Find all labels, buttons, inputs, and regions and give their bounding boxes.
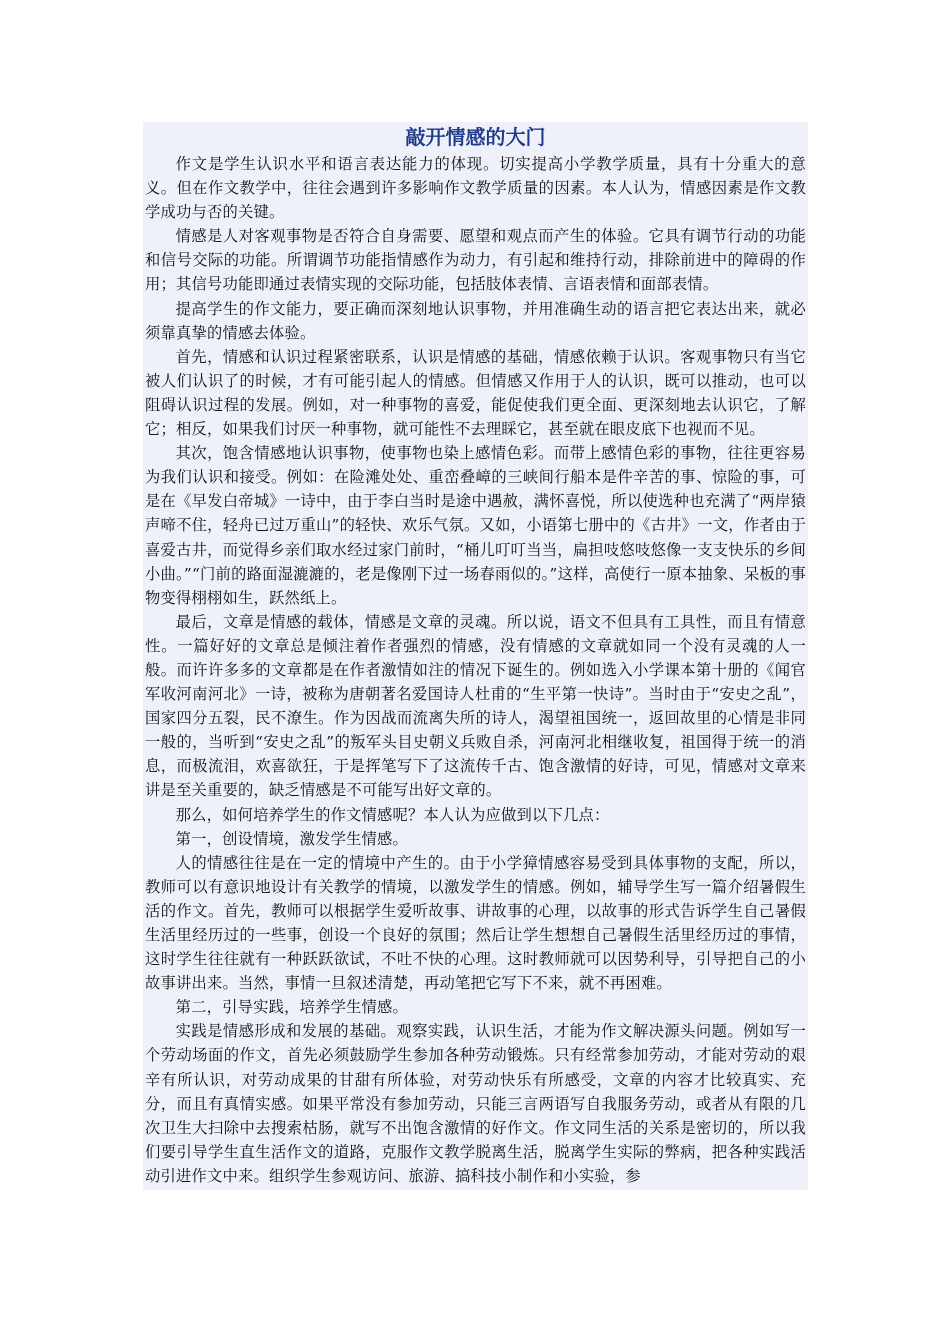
paragraph: 情感是人对客观事物是否符合自身需要、愿望和观点而产生的体验。它具有调节行动的功能和信号交际的功能。所谓调节功能指情感作为动力，有引起和维持行动，排除前进中的障碍的作用；其信号功能即通过表情实现的交际功能，包括肢体表情、言语表情和面部表情。	[145, 227, 806, 294]
document-title: 敲开情感的大门	[405, 125, 546, 149]
section-heading: 第一，创设情境，激发学生情感。	[175, 829, 409, 848]
section-heading: 第二，引导实践，培养学生情感。	[175, 998, 409, 1017]
paragraph: 最后，文章是情感的载体，情感是文章的灵魂。所以说，语文不但具有工具性，而且有情意性。一篇好好的文章总是倾注着作者强烈的情感，没有情感的文章就如同一个没有灵魂的人一般。而许许多多的文章都是在作者激情如注的情况下诞生的。例如选入小学课本第十册的《闻官军收河南河北》一诗，被称为唐朝著名爱国诗人杜甫的“生平第一快诗”。当时由于“安史之乱”，国家四分五裂，民不潦生。作为因战而流离失所的诗人，渴望祖国统一，返回故里的心情是非同一般的，当听到“安史之乱”的叛军头目史朝义兵败自杀，河南河北相继收复，祖国得于统一的消息，而极流泪，欢喜欲狂，于是挥笔写下了这流传千古、饱含激情的好诗，可见，情感对文章来讲是至关重要的，缺乏情感是不可能写出好文章的。	[145, 612, 806, 800]
paragraph: 作文是学生认识水平和语言表达能力的体现。切实提高小学教学质量，具有十分重大的意义。但在作文教学中，往往会遇到许多影响作文教学质量的因素。本人认为，情感因素是作文教学成功与否的关键。	[145, 155, 806, 222]
paragraph: 那么，如何培养学生的作文情感呢？本人认为应做到以下几点：	[175, 805, 610, 824]
paragraph: 其次，饱含情感地认识事物，使事物也染上感情色彩。而带上感情色彩的事物，往往更容易为我们认识和接受。例如：在险滩处处、重峦叠嶂的三峡间行船本是件辛苦的事、惊险的事，可是在《早发白帝城》一诗中，由于李白当时是途中遇赦，满怀喜悦，所以使选种也充满了“两岸猿声啼不住，轻舟已过万重山”的轻快、欢乐气氛。又如，小语第七册中的《古井》一文，作者由于喜爱古井，而觉得乡亲们取水经过家门前时，“桶儿叮叮当当，扁担吱悠吱悠像一支支快乐的乡间小曲。”“门前的路面湿漉漉的，老是像刚下过一场春雨似的。”这样，高使行一原本抽象、呆板的事物变得栩栩如生，跃然纸上。	[145, 444, 806, 607]
paragraph: 提高学生的作文能力，要正确而深刻地认识事物，并用准确生动的语言把它表达出来，就必须靠真挚的情感去体验。	[145, 299, 806, 342]
paragraph: 首先，情感和认识过程紧密联系，认识是情感的基础，情感依赖于认识。客观事物只有当它被人们认识了的时候，才有可能引起人的情感。但情感又作用于人的认识，既可以推动，也可以阻碍认识过程的发展。例如，对一种事物的喜爱，能促使我们更全面、更深刻地去认识它，了解它；相反，如果我们讨厌一种事物，就可能性不去理睬它，甚至就在眼皮底下也视而不见。	[145, 347, 806, 439]
paragraph: 实践是情感形成和发展的基础。观察实践，认识生活，才能为作文解决源头问题。例如写一个劳动场面的作文，首先必须鼓励学生参加各种劳动锻炼。只有经常参加劳动，才能对劳动的艰辛有所认识，对劳动成果的甘甜有所体验，对劳动快乐有所感受，文章的内容才比较真实、充分，而且有真情实感。如果平常没有参加劳动，只能三言两语写自我服务劳动，或者从有限的几次卫生大扫除中去搜索枯肠，就写不出饱含激情的好作文。作文同生活的关系是密切的，所以我们要引导学生直生活作文的道路，克服作文教学脱离生活，脱离学生实际的弊病，把各种实践活动引进作文中来。组织学生参观访问、旅游、搞科技小制作和小实验，参	[145, 1022, 806, 1185]
article-body	[143, 122, 808, 1190]
paragraph: 人的情感往往是在一定的情境中产生的。由于小学獐情感容易受到具体事物的支配，所以，教师可以有意识地设计有关教学的情境，以激发学生的情感。例如，辅导学生写一篇介绍暑假生活的作文。首先，教师可以根据学生爱听故事、讲故事的心理，以故事的形式告诉学生自己暑假生活里经历过的一些事，创设一个良好的氛围；然后让学生想想自己暑假生活里经历过的事情，这时学生往往就有一种跃跃欲试，不吐不快的心理。这时教师就可以因势利导，引导把自己的小故事讲出来。当然，事情一旦叙述清楚，再动笔把它写下不来，就不再困难。	[145, 853, 806, 993]
